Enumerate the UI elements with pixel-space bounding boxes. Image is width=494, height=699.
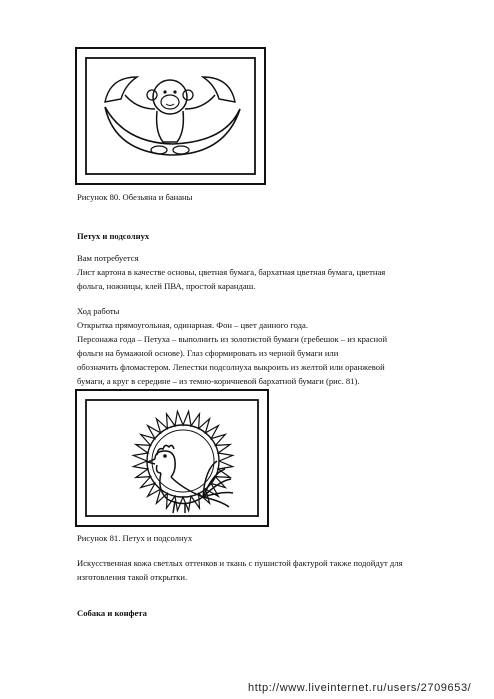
figure-81-frame [75, 389, 269, 527]
process-line: бумаги, а круг в середине – из темно-коричневой бархатной бумаги (рис. 81). [77, 376, 360, 386]
materials-line: Лист картона в качестве основы, цветная бумага, бархатная цветная бумага, цветная [77, 267, 386, 277]
note-line: Искусственная кожа светлых оттенков и ткань с пушистой фактурой также подойдут для [77, 558, 403, 568]
process-line: фольги на бумажной основе). Глаз сформировать из черной бумаги или [77, 348, 339, 358]
footer-url: http://www.liveinternet.ru/users/2709653/ [248, 682, 472, 694]
process-line: обозначить фломастером. Лепестки подсолнуха выкроить из желтой или оранжевой [77, 362, 385, 372]
section-title-rooster: Петух и подсолнух [77, 231, 150, 241]
monkey-with-bananas-drawing [75, 47, 266, 185]
process-heading: Ход работы [77, 306, 120, 316]
figure-80-caption: Рисунок 80. Обезьяна и бананы [77, 192, 193, 202]
rooster-sunflower-drawing [75, 389, 269, 527]
process-line: Открытка прямоугольная, одинарная. Фон – цвет данного года. [77, 320, 309, 330]
figure-80-frame [75, 47, 266, 185]
section-title-dog: Собака и конфета [77, 608, 147, 618]
process-line: Персонажа года – Петуха – выполнить из золотистой бумаги (гребешок – из красной [77, 334, 388, 344]
materials-heading: Вам потребуется [77, 253, 139, 263]
materials-line: фольга, ножницы, клей ПВА, простой карандаш. [77, 281, 256, 291]
sunflower-petal-outline [133, 411, 232, 510]
figure-81-caption: Рисунок 81. Петух и подсолнух [77, 533, 193, 543]
note-line: изготовления такой открытки. [77, 572, 188, 582]
sunflower-petals [133, 411, 232, 510]
